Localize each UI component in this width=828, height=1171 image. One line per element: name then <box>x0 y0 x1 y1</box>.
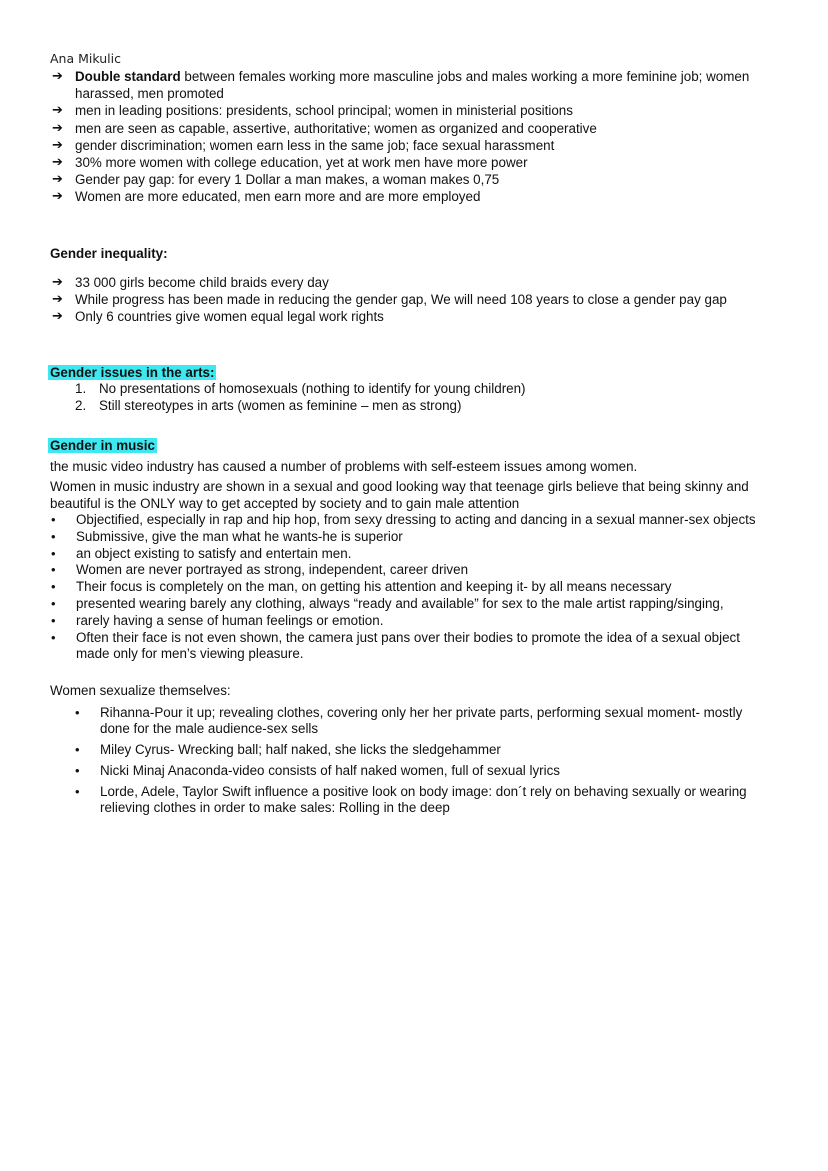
arrow-icon: ➔ <box>52 137 63 153</box>
list-item <box>75 784 775 815</box>
bullet-icon: • <box>51 512 56 527</box>
list-item-text: Submissive, give the man what he wants-he is superior <box>76 528 403 544</box>
list-item-text: Still stereotypes in arts (women as feminine – men as strong) <box>99 397 462 413</box>
bullet-icon: • <box>51 528 56 544</box>
list-item-text: Only 6 countries give women equal legal work rights <box>75 309 384 325</box>
sub-heading: Women sexualize themselves: <box>50 683 231 698</box>
list-item <box>50 154 790 171</box>
music-paragraph: Women in music industry are shown in a sexual and good looking way that teenage girls believe that being skinny and beautiful is the ONLY way to get accepted by society and to gain male attention <box>50 479 749 511</box>
music-heading <box>48 438 157 453</box>
list-item-text: Lorde, Adele, Taylor Swift influence a positive look on body image: don´t rely on behaving sexually or wearing relieving clothes in order to make sales: Rolling in the deep <box>100 784 747 815</box>
list-item-text: presented wearing barely any clothing, always “ready and available” for sex to the male artist rapping/singing, <box>76 595 724 611</box>
list-item <box>75 763 775 779</box>
arrow-icon: ➔ <box>52 275 63 290</box>
list-item-text: gender discrimination; women earn less in the same job; face sexual harassment <box>75 137 555 153</box>
list-item <box>50 120 790 137</box>
bullet-icon: • <box>51 612 56 628</box>
list-item <box>50 579 770 596</box>
list-item <box>50 274 790 291</box>
item-number: 2. <box>75 397 87 413</box>
arrow-icon: ➔ <box>52 69 63 84</box>
term-bold: Double standard <box>75 69 181 84</box>
list-item <box>50 137 790 154</box>
bullet-icon: • <box>51 579 56 595</box>
list-item-text: rarely having a sense of human feelings or emotion. <box>76 612 384 628</box>
examples-list <box>75 705 775 821</box>
arrow-icon: ➔ <box>52 309 63 325</box>
list-item-text: men are seen as capable, assertive, authoritative; women as organized and cooperative <box>75 120 597 136</box>
bullet-icon: • <box>75 762 80 778</box>
bullet-icon: • <box>75 784 80 800</box>
list-item-text: While progress has been made in reducing the gender gap, We will need 108 years to close a gender pay gap <box>75 292 727 308</box>
arrow-icon: ➔ <box>52 103 63 119</box>
inequality-heading: Gender inequality: <box>50 246 168 261</box>
inequality-list <box>50 274 790 326</box>
bullet-icon: • <box>51 562 56 578</box>
list-item-text: Their focus is completely on the man, on getting his attention and keeping it- by all means necessary <box>76 579 672 595</box>
list-item <box>75 381 775 398</box>
arrow-icon: ➔ <box>52 292 63 308</box>
list-item-text: Gender pay gap: for every 1 Dollar a man makes, a woman makes 0,75 <box>75 172 500 188</box>
highlighted-heading: Gender in music <box>50 438 155 453</box>
list-item-text: an object existing to satisfy and entertain men. <box>76 545 352 561</box>
list-item-text: 33 000 girls become child braids every day <box>75 275 329 290</box>
bullet-icon: • <box>75 741 80 757</box>
arts-heading <box>48 365 216 380</box>
list-item-text: Women are never portrayed as strong, independent, career driven <box>76 562 469 578</box>
list-item <box>50 546 770 563</box>
list-item <box>50 630 770 664</box>
arrow-icon: ➔ <box>52 189 63 205</box>
author-name: Ana Mikulic <box>50 51 121 66</box>
arts-list <box>75 381 775 414</box>
list-item <box>75 398 775 415</box>
list-item-text: between females working more masculine jobs and males working a more feminine job; women harassed, men promoted <box>75 69 750 102</box>
list-item <box>50 171 790 188</box>
bullet-icon: • <box>51 629 56 645</box>
list-item-text: Often their face is not even shown, the camera just pans over their bodies to promote the idea of a sexual object made only for men’s viewing pleasure. <box>76 629 740 662</box>
music-bullet-list <box>50 512 770 663</box>
list-item <box>50 188 790 205</box>
bullet-icon: • <box>51 595 56 611</box>
list-item <box>75 705 775 736</box>
bullet-icon: • <box>51 545 56 561</box>
list-item-text: 30% more women with college education, yet at work men have more power <box>75 155 528 171</box>
list-item-text: men in leading positions: presidents, school principal; women in ministerial positions <box>75 103 573 119</box>
list-item <box>50 68 790 102</box>
list-item-text: Rihanna-Pour it up; revealing clothes, covering only her her private parts, performing sexual moment- mostly done for the male audience-sex sells <box>100 705 743 736</box>
bullet-icon: • <box>75 705 80 720</box>
list-item <box>50 529 770 546</box>
list-item-text: Objectified, especially in rap and hip hop, from sexy dressing to acting and dancing in a sexual manner-sex objects <box>76 512 756 527</box>
list-item <box>50 613 770 630</box>
list-item <box>50 562 770 579</box>
item-number: 1. <box>75 381 87 396</box>
intro-list <box>50 68 790 206</box>
list-item <box>50 512 770 529</box>
list-item-text: Women are more educated, men earn more and are more employed <box>75 189 481 205</box>
music-paragraph: the music video industry has caused a number of problems with self-esteem issues among women. <box>50 459 638 474</box>
highlighted-heading: Gender issues in the arts: <box>50 365 215 380</box>
list-item-text: Miley Cyrus- Wrecking ball; half naked, she licks the sledgehammer <box>100 741 501 757</box>
arrow-icon: ➔ <box>52 155 63 171</box>
list-item-text: Nicki Minaj Anaconda-video consists of half naked women, full of sexual lyrics <box>100 762 560 778</box>
list-item <box>50 102 790 119</box>
list-item <box>50 291 790 308</box>
list-item-text: No presentations of homosexuals (nothing to identify for young children) <box>99 381 526 396</box>
arrow-icon: ➔ <box>52 172 63 188</box>
list-item <box>50 596 770 613</box>
arrow-icon: ➔ <box>52 120 63 136</box>
list-item <box>75 742 775 758</box>
list-item <box>50 308 790 325</box>
